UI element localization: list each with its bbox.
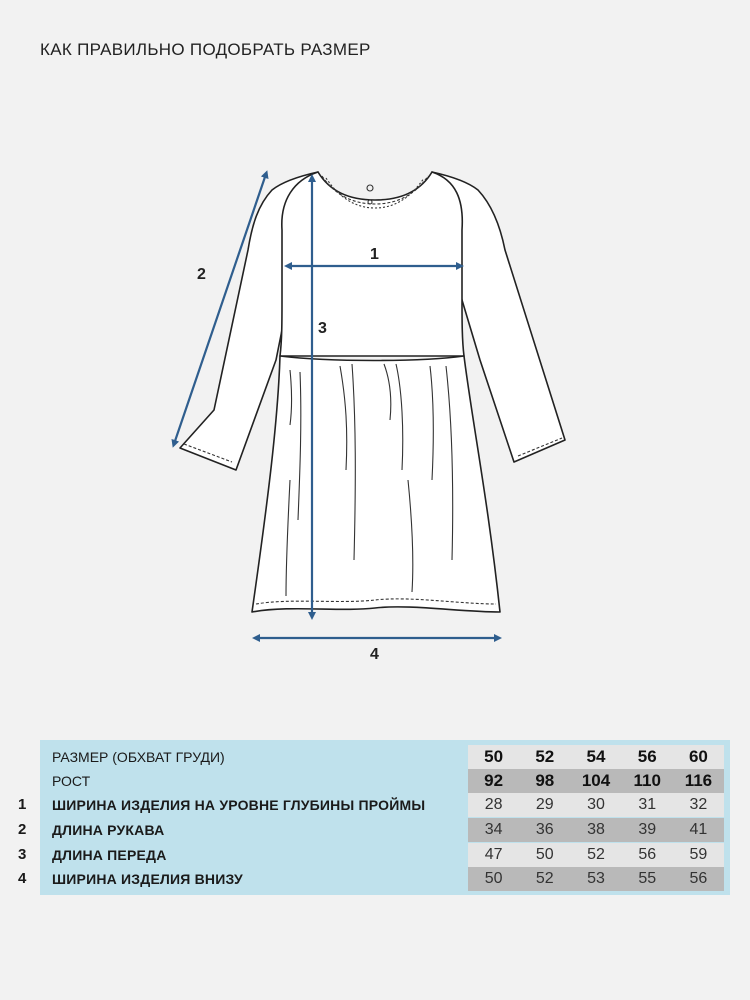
cell-value: 32 [689, 796, 708, 813]
cell-value: 34 [484, 821, 503, 838]
cell-value: 59 [689, 846, 708, 863]
row-number: 4 [18, 870, 27, 887]
cell-value: 28 [484, 796, 503, 813]
height-values [468, 769, 724, 793]
table-row [18, 818, 730, 842]
cell-value: 50 [484, 870, 503, 887]
table-row [18, 843, 730, 867]
table-row-height [40, 769, 730, 793]
cell-value: 55 [638, 870, 657, 887]
row-label: ШИРИНА ИЗДЕЛИЯ НА УРОВНЕ ГЛУБИНЫ ПРОЙМЫ [52, 797, 426, 813]
height-value: 104 [581, 771, 611, 790]
size-table [18, 740, 730, 895]
size-label: РАЗМЕР (ОБХВАТ ГРУДИ) [52, 749, 225, 765]
cell-value: 52 [587, 846, 605, 863]
cell-value: 53 [587, 870, 605, 887]
size-value: 60 [688, 747, 708, 766]
cell-value: 39 [638, 821, 657, 838]
cell-value: 41 [689, 821, 708, 838]
measure-label-2: 2 [197, 266, 206, 283]
row-label: ДЛИНА РУКАВА [52, 822, 165, 838]
row-label: ШИРИНА ИЗДЕЛИЯ ВНИЗУ [52, 871, 243, 887]
cell-value: 36 [535, 821, 554, 838]
height-label: РОСТ [52, 773, 91, 789]
dress-outline [180, 172, 565, 612]
height-value: 116 [684, 771, 713, 790]
size-value: 52 [535, 747, 555, 766]
row-values [468, 843, 724, 867]
cell-value: 38 [587, 821, 605, 838]
measure-label-4: 4 [370, 646, 379, 663]
skirt [252, 356, 500, 612]
row-values [468, 818, 724, 842]
measure-label-3: 3 [318, 320, 327, 337]
cell-value: 52 [535, 870, 554, 887]
measure-label-1: 1 [370, 246, 379, 263]
table-row [18, 867, 730, 891]
size-value: 50 [484, 747, 504, 766]
size-values [468, 745, 724, 769]
table-row [18, 793, 730, 817]
height-value: 98 [535, 771, 555, 790]
table-row-size [40, 745, 730, 769]
row-number: 2 [18, 821, 27, 838]
cell-value: 30 [587, 796, 605, 813]
cell-value: 56 [638, 846, 657, 863]
cell-value: 56 [689, 870, 708, 887]
row-label: ДЛИНА ПЕРЕДА [52, 847, 167, 863]
row-number: 3 [18, 846, 27, 863]
size-value: 56 [637, 747, 657, 766]
cell-value: 29 [535, 796, 554, 813]
height-value: 110 [633, 771, 661, 790]
page-title: КАК ПРАВИЛЬНО ПОДОБРАТЬ РАЗМЕР [40, 40, 371, 59]
bodice [280, 172, 464, 356]
cell-value: 31 [638, 796, 657, 813]
cell-value: 50 [535, 846, 554, 863]
row-number: 1 [18, 796, 27, 813]
row-values [468, 793, 724, 817]
size-value: 54 [586, 747, 606, 766]
row-values [468, 867, 724, 891]
cell-value: 47 [484, 846, 503, 863]
height-value: 92 [484, 771, 504, 790]
